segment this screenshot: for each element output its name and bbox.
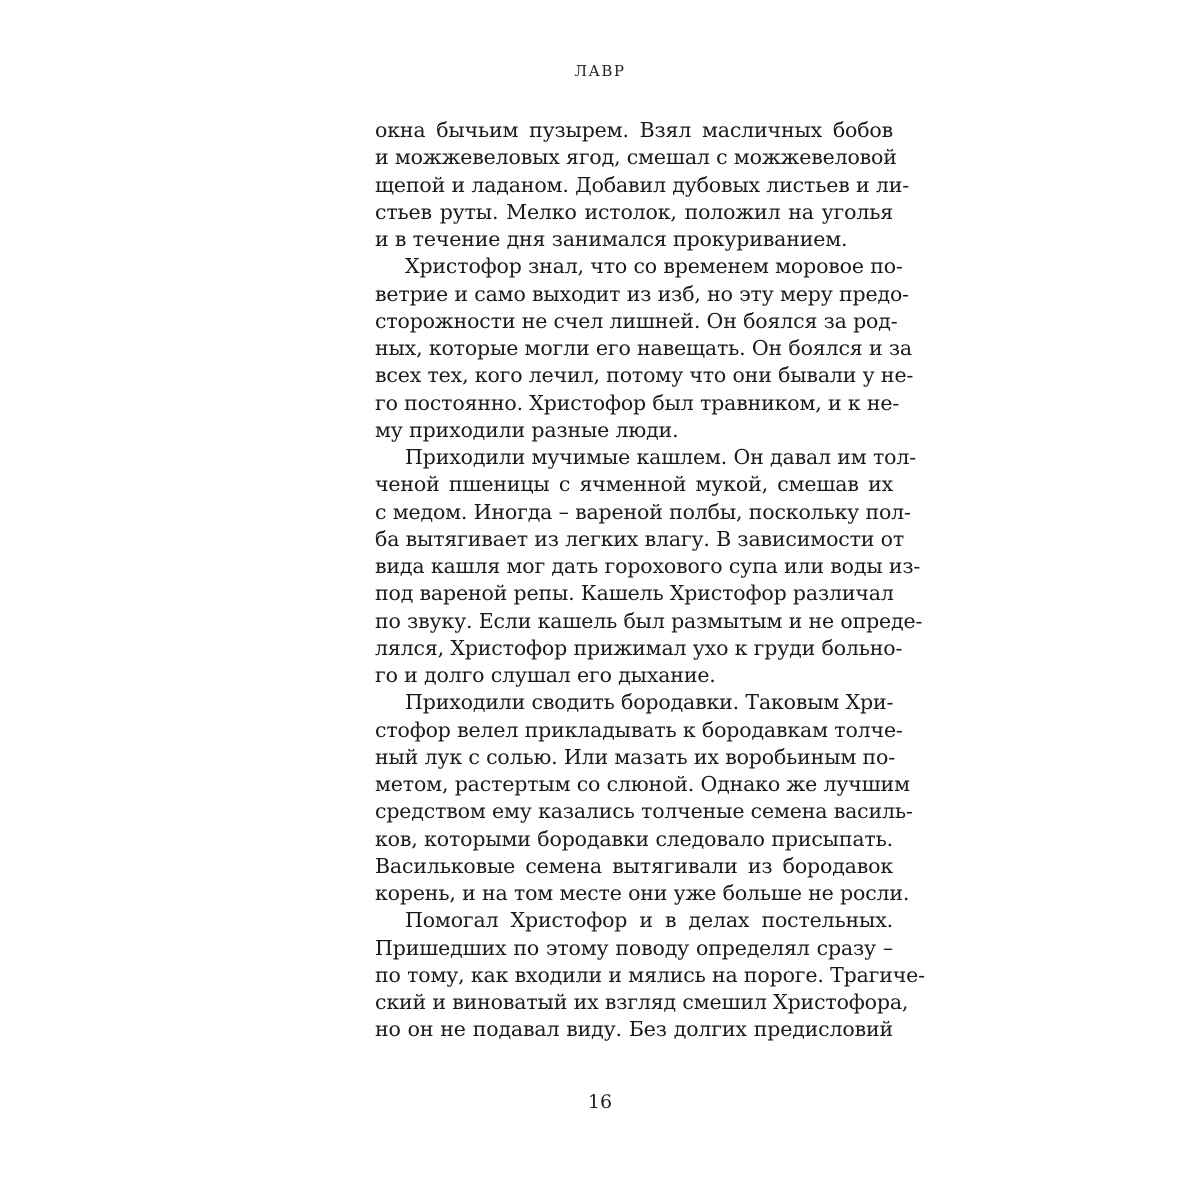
text-line: Пришедших по этому поводу определял сразу –: [375, 935, 893, 960]
text-line: вида кашля мог дать горохового супа или воды из-: [375, 554, 921, 578]
text-line: Приходили мучимые кашлем. Он давал им тол-: [405, 445, 917, 469]
text-line: стофор велел прикладывать к бородавкам толче-: [375, 717, 903, 742]
text-line: го и долго слушал его дыхание.: [375, 663, 716, 687]
text-line: по звуку. Если кашель был размытым и не опреде-: [375, 608, 923, 633]
text-line: му приходили разные люди.: [375, 417, 679, 442]
text-line: Приходили сводить бородавки. Таковым Хри-: [405, 690, 894, 715]
text-line: го постоянно. Христофор был травником, и к не-: [375, 390, 900, 415]
text-line: окна бычьим пузырем. Взял масличных бобов: [375, 118, 893, 142]
text-line: ный лук с солью. Или мазать их воробьиным по-: [375, 744, 896, 769]
text-line: всех тех, кого лечил, потому что они бывали у не-: [375, 363, 914, 388]
text-line: лялся, Христофор прижимал ухо к груди больно-: [375, 635, 903, 660]
text-line: с медом. Иногда – вареной полбы, поскольку пол-: [375, 499, 911, 524]
text-line: Помогал Христофор и в делах постельных.: [405, 908, 893, 933]
text-line: щепой и ладаном. Добавил дубовых листьев и ли-: [375, 172, 909, 197]
text-line: ский и виноватый их взгляд смешил Христофора,: [375, 990, 909, 1014]
text-line: и в течение дня занимался прокуриванием.: [375, 227, 848, 251]
body-text: [375, 117, 925, 1044]
text-line: метом, растертым со слюной. Однако же лучшим: [375, 772, 910, 796]
text-line: под вареной репы. Кашель Христофор различал: [375, 581, 894, 606]
text-line: ченой пшеницы с ячменной мукой, смешав их: [375, 472, 893, 497]
text-line: и можжевеловых ягод, смешал с можжевеловой: [375, 145, 897, 170]
text-line: ба вытягивает из легких влагу. В зависимости от: [375, 526, 905, 551]
running-head: ЛАВР: [574, 62, 626, 80]
text-line: ветрие и само выходит из изб, но эту меру предо-: [375, 281, 909, 306]
text-line: Васильковые семена вытягивали из бородавок: [375, 853, 893, 878]
text-line: корень, и на том месте они уже больше не росли.: [375, 881, 910, 905]
text-line: ков, которыми бородавки следовало присыпать.: [375, 826, 893, 851]
text-line: по тому, как входили и мялись на пороге. Трагиче-: [375, 962, 925, 987]
text-line: средством ему казались толченые семена василь-: [375, 799, 913, 824]
page-number: 16: [587, 1091, 613, 1113]
text-line: Христофор знал, что со временем моровое по-: [405, 254, 903, 279]
text-line: но он не подавал виду. Без долгих предисловий: [375, 1017, 893, 1042]
text-line: стьев руты. Мелко истолок, положил на уголья: [375, 199, 893, 224]
text-line: ных, которые могли его навещать. Он боялся и за: [375, 336, 912, 360]
text-line: сторожности не счел лишней. Он боялся за род-: [375, 308, 898, 333]
